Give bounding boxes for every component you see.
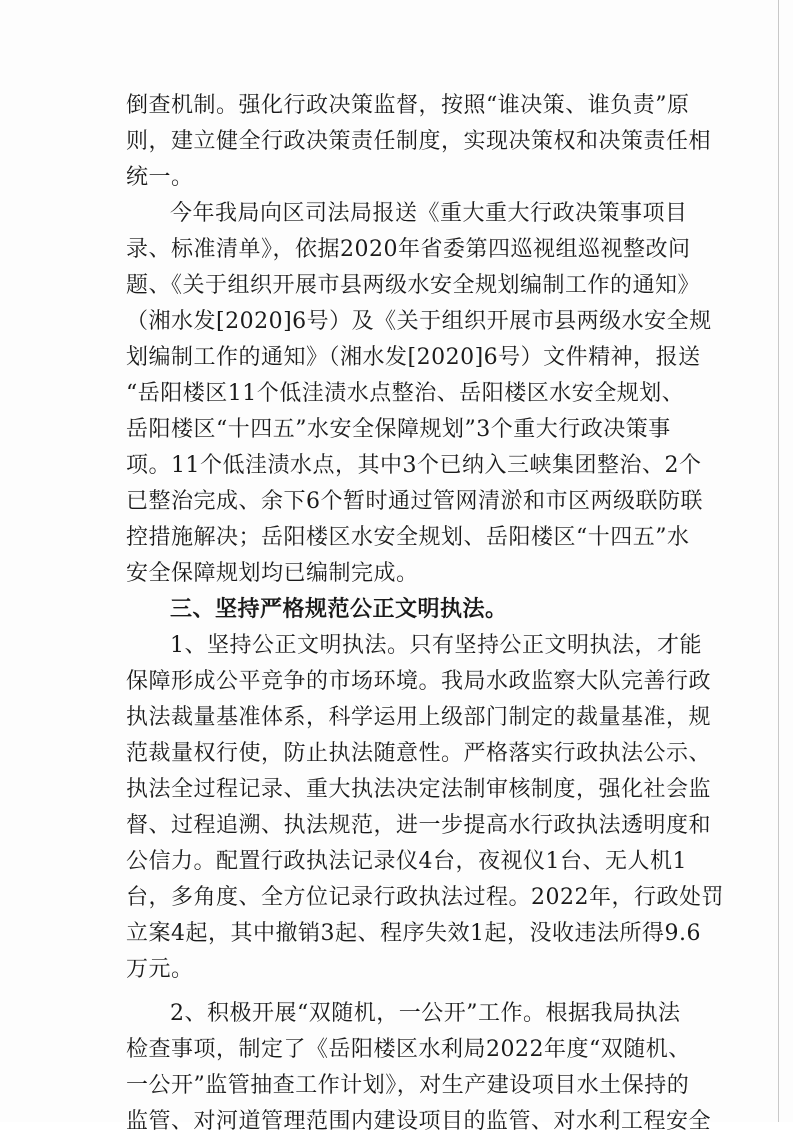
text-line: 倒查机制。强化行政决策监督，按照“谁决策、谁负责”原: [126, 93, 690, 118]
text-line: 万元。: [126, 957, 194, 982]
text-line: 已整治完成、余下6个暂时通过管网清淤和市区两级联防联: [126, 489, 703, 514]
text-line: 监管、对河道管理范围内建设项目的监管、对水利工程安全: [126, 1109, 712, 1134]
text-line: 项。11个低洼渍水点，其中3个已纳入三峡集团整治、2个: [126, 453, 702, 478]
text-line: 岳阳楼区“十四五”水安全保障规划”3个重大行政决策事: [126, 417, 671, 442]
text-line: 录、标准清单》，依据2020年省委第四巡视组巡视整改问: [126, 237, 691, 262]
text-line: 2、积极开展“双随机，一公开”工作。根据我局执法: [170, 1001, 681, 1026]
text-line: 范裁量权行使，防止执法随意性。严格落实行政执法公示、: [126, 741, 712, 766]
text-line: 划编制工作的通知》（湘水发[2020]6号）文件精神，报送: [126, 345, 701, 370]
text-line: 则，建立健全行政决策责任制度，实现决策权和决策责任相: [126, 129, 712, 154]
text-line: 题、《关于组织开展市县两级水安全规划编制工作的通知》: [126, 273, 701, 298]
paragraph-spacer: [126, 988, 666, 996]
paragraph-decision-supervision: [126, 88, 712, 196]
paragraph-random-inspection: [126, 996, 712, 1140]
text-line: 一公开”监管抽查工作计划》，对生产建设项目水土保持的: [126, 1073, 690, 1098]
page-edge-divider: [778, 0, 779, 1122]
text-line: 1、坚持公正文明执法。只有坚持公正文明执法，才能: [170, 633, 702, 658]
text-line: 公信力。配置行政执法记录仪4台，夜视仪1台、无人机1: [126, 849, 687, 874]
text-line: 安全保障规划均已编制完成。: [126, 561, 419, 586]
paragraph-major-decisions: [126, 196, 712, 592]
text-line: 保障形成公平竞争的市场环境。我局水政监察大队完善行政: [126, 669, 712, 694]
text-line: 统一。: [126, 165, 194, 190]
text-line: 立案4起，其中撤销3起、程序失效1起，没收违法所得9.6: [126, 921, 701, 946]
text-line: 检查事项，制定了《岳阳楼区水利局2022年度“双随机、: [126, 1037, 691, 1062]
document-body: [126, 88, 724, 1140]
section-heading: 三、坚持严格规范公正文明执法。: [170, 597, 508, 622]
text-line: 控措施解决；岳阳楼区水安全规划、岳阳楼区“十四五”水: [126, 525, 690, 550]
text-line: 执法裁量基准体系，科学运用上级部门制定的裁量基准，规: [126, 705, 712, 730]
text-line: “岳阳楼区11个低洼渍水点整治、岳阳楼区水安全规划、: [126, 381, 685, 406]
text-line: 督、过程追溯、执法规范，进一步提高水行政执法透明度和: [126, 813, 712, 838]
text-line: 今年我局向区司法局报送《重大重大行政决策事项目: [170, 201, 688, 226]
paragraph-fair-enforcement: [126, 628, 724, 988]
text-line: 执法全过程记录、重大执法决定法制审核制度，强化社会监: [126, 777, 712, 802]
text-line: 台，多角度、全方位记录行政执法过程。2022年，行政处罚: [126, 885, 724, 910]
text-line: （湘水发[2020]6号）及《关于组织开展市县两级水安全规: [126, 309, 712, 334]
